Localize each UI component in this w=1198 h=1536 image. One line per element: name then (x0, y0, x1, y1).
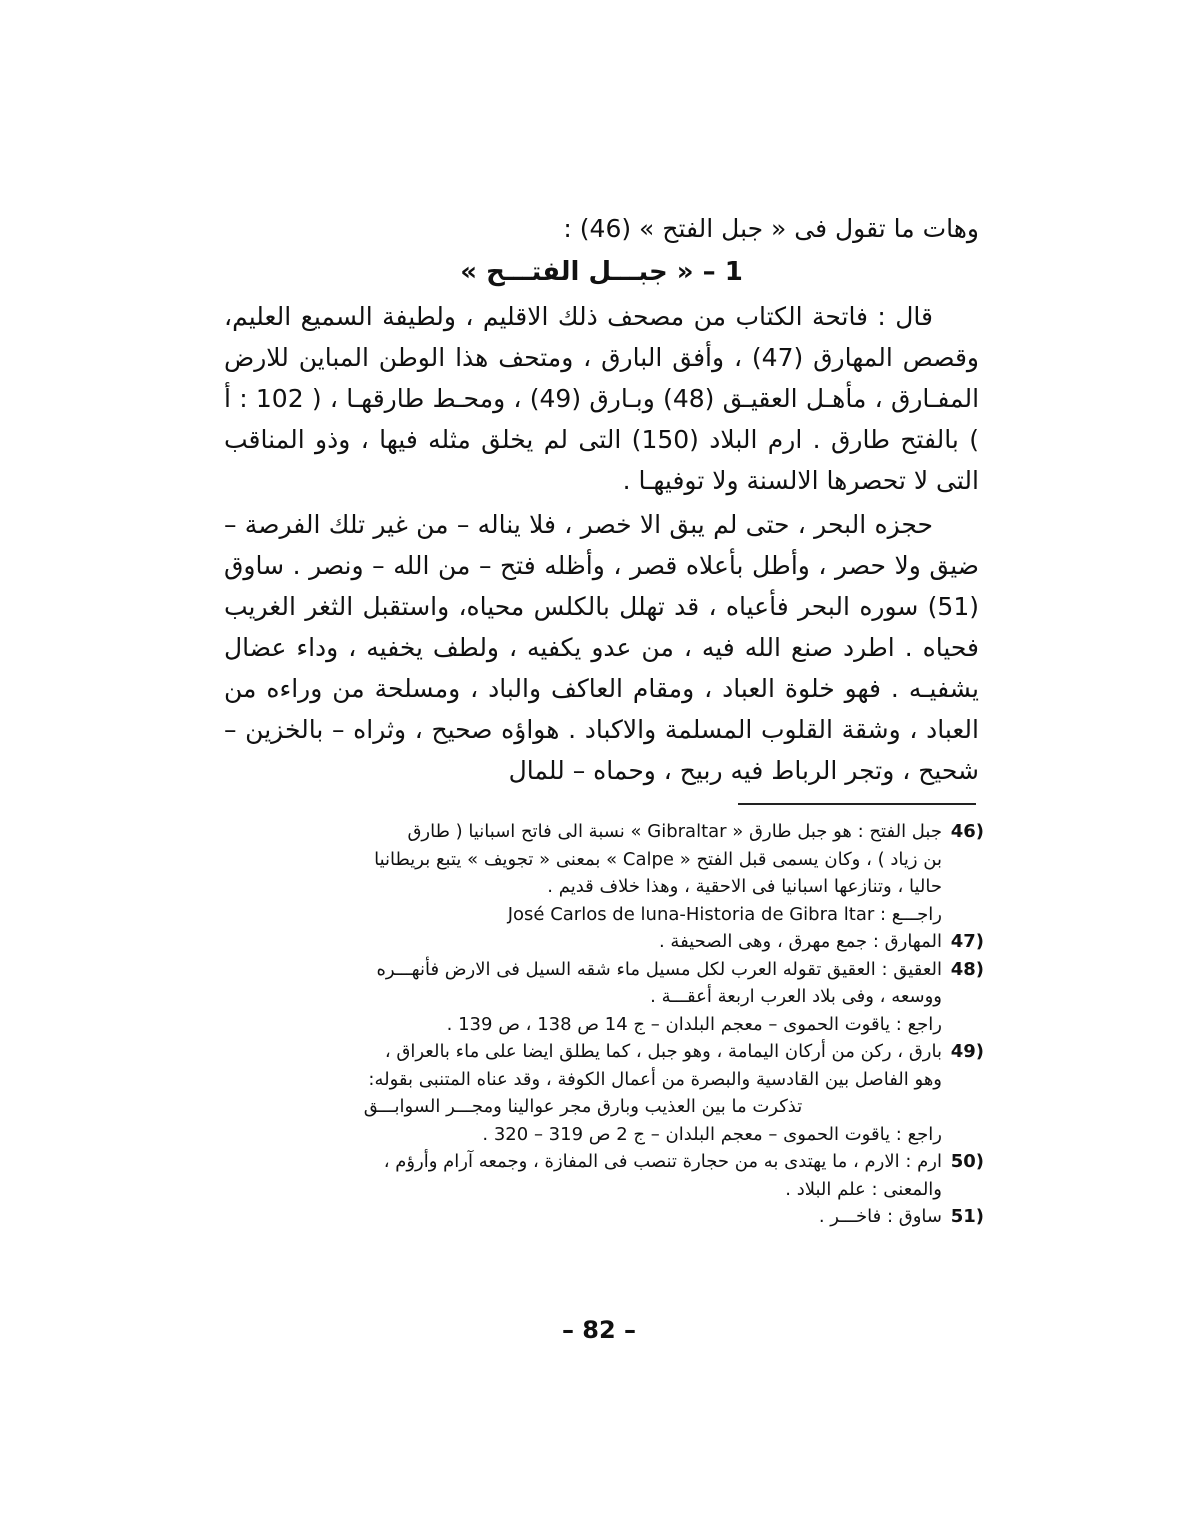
footnote-line: العقيق : العقيق تقوله العرب لكل مسيل ماء شقه السيل فى الارض فأنهـــره (376, 958, 942, 980)
footnote-47 (224, 928, 984, 956)
footnote-separator (738, 803, 976, 805)
footnote-number: 46) (950, 821, 984, 842)
footnote-number: 50) (950, 1151, 984, 1172)
footnote-line: حاليا ، وتنازعها اسبانيا فى الاحقية ، وهذا خلاف قديم . (547, 876, 942, 897)
poetry-verse: تذكرت ما بين العذيب وبارق مجر عوالينا ومجـــر السوابـــق (363, 1096, 803, 1117)
paragraph-1: قال : فاتحة الكتاب من مصحف ذلك الاقليم ، ولطيفة السميع العليم، وقصص المهارق (47) ، وأفق البارق ، ومتحف هذا الوطن المباين للارض المفـارق ، مأهـل العقيـق (48) وبـارق (49) ، ومحـط طارقهـا ، ( 102 : أ ) بالفتح طارق . ارم البلاد (150) التى لم يخلق مثله فيها ، وذو المناقب التى لا تحصرها الالسنة ولا توفيهـا . (224, 302, 980, 495)
footnote-line: ارم : الارم ، ما يهتدى به من حجارة تنصب فى المفازة ، وجمعه آرام وأرؤم ، (383, 1151, 942, 1172)
footnote-50 (224, 1148, 984, 1203)
footnote-reference: José Carlos de luna-Historia de Gibra ltar : راجـــع (507, 903, 942, 925)
section-heading: 1 – « جبـــل الفتـــح » (460, 257, 743, 287)
footnotes (224, 818, 984, 1231)
footnote-line: وهو الفاصل بين القادسية والبصرة من أعمال الكوفة ، وقد عناه المتنبى بقوله: (368, 1068, 942, 1090)
footnote-46 (224, 818, 984, 928)
footnote-number: 51) (950, 1206, 984, 1227)
footnote-line: ساوق : فاخـــر . (818, 1206, 942, 1227)
intro-line: وهات ما تقول فى « جبل الفتح » (46) : (563, 214, 979, 243)
page-number: – 82 – (561, 1316, 637, 1344)
footnote-line: المهارق : جمع مهرق ، وهى الصحيفة . (658, 931, 942, 952)
footnote-reference: راجع : ياقوت الحموى – معجم البلدان – ج 2 ص 319 – 320 . (482, 1123, 942, 1145)
footnote-body (224, 1148, 942, 1203)
footnote-line: ووسعه ، وفى بلاد العرب اربعة أعقـــة . (650, 986, 942, 1007)
footnote-line: راجع : ياقوت الحموى – معجم البلدان – ج 14 ص 138 ، ص 139 . (446, 1013, 942, 1035)
paragraph-2: حجزه البحر ، حتى لم يبق الا خصر ، فلا يناله – من غير تلك الفرصة – ضيق ولا حصر ، وأطل بأعلاه قصر ، وأظله فتح – من الله – ونصر . ساوق (51) سوره البحر فأعياه ، قد تهلل بالكلس محياه، واستقبل الثغر الغريب فحياه . اطرد صنع الله فيه ، من عدو يكفيه ، ولطف يخفيه ، وداء عضال يشفيـه . فهو خلوة العباد ، ومقام العاكف والباد ، ومسلحة من وراءه من العباد ، وشقة القلوب المسلمة والاكباد . هواؤه صحيح ، وثراه – بالخزين – شحيح ، وتجر الرباط فيه ربيح ، وحماه – للمال (224, 510, 979, 785)
footnote-line: والمعنى : علم البلاد . (785, 1178, 942, 1200)
footnote-number: 48) (950, 958, 984, 980)
footnote-number: 49) (950, 1041, 984, 1062)
footnote-line: بن زياد ) ، وكان يسمى قبل الفتح « Calpe » بمعنى « تجويف » يتبع بريطانيا (374, 848, 942, 870)
footnote-number: 47) (950, 931, 984, 952)
footnote-line: بارق ، ركن من أركان اليمامة ، وهو جبل ، كما يطلق ايضا على ماء بالعراق ، (384, 1041, 942, 1062)
footnote-49 (224, 1038, 984, 1148)
footnote-line: جبل الفتح : هو جبل طارق « Gibraltar » نسبة الى فاتح اسبانيا ( طارق (407, 821, 942, 842)
footnote-51 (224, 1203, 984, 1231)
footnote-body (224, 818, 942, 928)
footnote-body (224, 1038, 942, 1148)
footnote-body (224, 956, 942, 1039)
footnote-body (224, 1203, 942, 1231)
footnote-48 (224, 956, 984, 1039)
footnote-body (224, 928, 942, 956)
